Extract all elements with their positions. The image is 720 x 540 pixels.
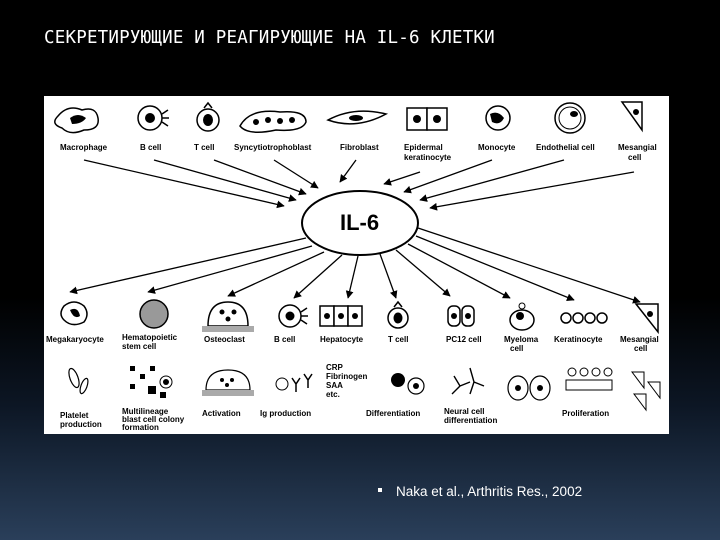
label-line: blast cell colony (122, 415, 185, 424)
syncytiotrophoblast-icon (240, 111, 306, 132)
mesangial-cell-responding-icon (636, 304, 658, 332)
label-line: etc. (326, 390, 340, 399)
label-line: cell (628, 153, 642, 162)
responding-label-hepatocyte: Hepatocyte (320, 335, 364, 344)
effect-label-hepatocyte (326, 363, 367, 399)
secreting-label-monocyte: Monocyte (478, 143, 516, 152)
mesangial-proliferation-icon (632, 372, 660, 410)
b-cell-icon (138, 106, 169, 130)
keratinocyte-icon (561, 313, 607, 323)
label-line: Myeloma (504, 335, 539, 344)
label-line: Mesangial (620, 335, 659, 344)
effect-label-keratinocyte: Proliferation (562, 409, 610, 418)
effect-label-t-cell: Differentiation (366, 409, 421, 418)
slide-title: СЕКРЕТИРУЮЩИЕ И РЕАГИРУЮЩИЕ НА IL-6 КЛЕТКИ (44, 28, 495, 48)
label-line: keratinocyte (404, 153, 452, 162)
pc12-cell-icon (448, 306, 474, 326)
responding-label-hematopoietic-stem-cell (122, 333, 178, 351)
mesangial-cell-icon (622, 102, 642, 130)
megakaryocyte-icon (61, 302, 87, 325)
secreting-label-syncytiotrophoblast: Syncytiotrophoblast (234, 143, 312, 152)
effect-label-b-cell: Ig production (260, 409, 312, 418)
epidermal-keratinocyte-icon (407, 108, 447, 130)
label-line: cell (510, 344, 524, 353)
diagram-canvas (44, 96, 669, 434)
label-line: formation (122, 423, 159, 432)
effect-label-hematopoietic-stem-cell (122, 407, 185, 432)
label-line: Fibrinogen (326, 372, 368, 381)
label-line: cell (634, 344, 648, 353)
macrophage-cell-icon (55, 108, 98, 133)
osteoclast-icon (202, 302, 254, 332)
responding-label-megakaryocyte: Megakaryocyte (46, 335, 104, 344)
keratinocyte-proliferation-icon (566, 368, 612, 390)
label-line: Platelet (60, 411, 89, 420)
label-line: stem cell (122, 342, 157, 351)
effect-label-megakaryocyte (60, 411, 102, 429)
il6-diagram (44, 96, 669, 434)
responding-label-myeloma-cell (504, 335, 539, 353)
blast-colony-icon (130, 366, 172, 398)
secreting-label-t-cell: T cell (194, 143, 215, 152)
secreting-label-fibroblast: Fibroblast (340, 143, 379, 152)
label-line: Hematopoietic (122, 333, 178, 342)
secreting-label-macrophage: Macrophage (60, 143, 108, 152)
secreting-label-b-cell: B cell (140, 143, 162, 152)
hub-label: IL-6 (340, 210, 380, 235)
label-line: SAA (326, 381, 343, 390)
platelet-icon (67, 367, 90, 394)
t-cell-differentiation-icon (391, 373, 424, 394)
hematopoietic-stem-cell-icon (140, 300, 168, 328)
responding-label-t-cell: T cell (388, 335, 409, 344)
secreting-label-mesangial-cell (618, 143, 657, 162)
citation (378, 484, 582, 499)
label-line: Mesangial (618, 143, 657, 152)
label-line: CRP (326, 363, 343, 372)
b-cell-responding-icon (279, 305, 308, 327)
endothelial-cell-icon (555, 103, 585, 133)
effect-label-osteoclast: Activation (202, 409, 241, 418)
effect-label-pc12-cell (444, 407, 497, 425)
neural-differentiation-icon (452, 368, 484, 394)
monocyte-icon (486, 106, 510, 130)
myeloma-cell-icon (510, 303, 534, 330)
label-line: Multilineage (122, 407, 169, 416)
myeloma-proliferation-icon (508, 376, 550, 400)
responding-label-mesangial-cell (620, 335, 659, 353)
bullet-icon (378, 488, 382, 492)
responding-label-osteoclast: Osteoclast (204, 335, 245, 344)
secreting-label-epidermal-keratinocyte (404, 143, 452, 162)
t-cell-icon (197, 103, 219, 131)
responding-label-pc12-cell: PC12 cell (446, 335, 482, 344)
label-line: Epidermal (404, 143, 443, 152)
citation-text: Naka et al., Arthritis Res., 2002 (396, 484, 583, 499)
secreting-label-endothelial-cell: Endothelial cell (536, 143, 595, 152)
label-line: differentiation (444, 416, 498, 425)
responding-label-keratinocyte: Keratinocyte (554, 335, 603, 344)
label-line: production (60, 420, 102, 429)
label-line: Neural cell (444, 407, 485, 416)
ig-production-icon (276, 374, 312, 392)
responding-label-b-cell: B cell (274, 335, 296, 344)
fibroblast-icon (328, 111, 386, 124)
hepatocyte-icon (320, 306, 362, 326)
t-cell-responding-icon (388, 302, 408, 328)
osteoclast-activation-icon (202, 370, 254, 396)
